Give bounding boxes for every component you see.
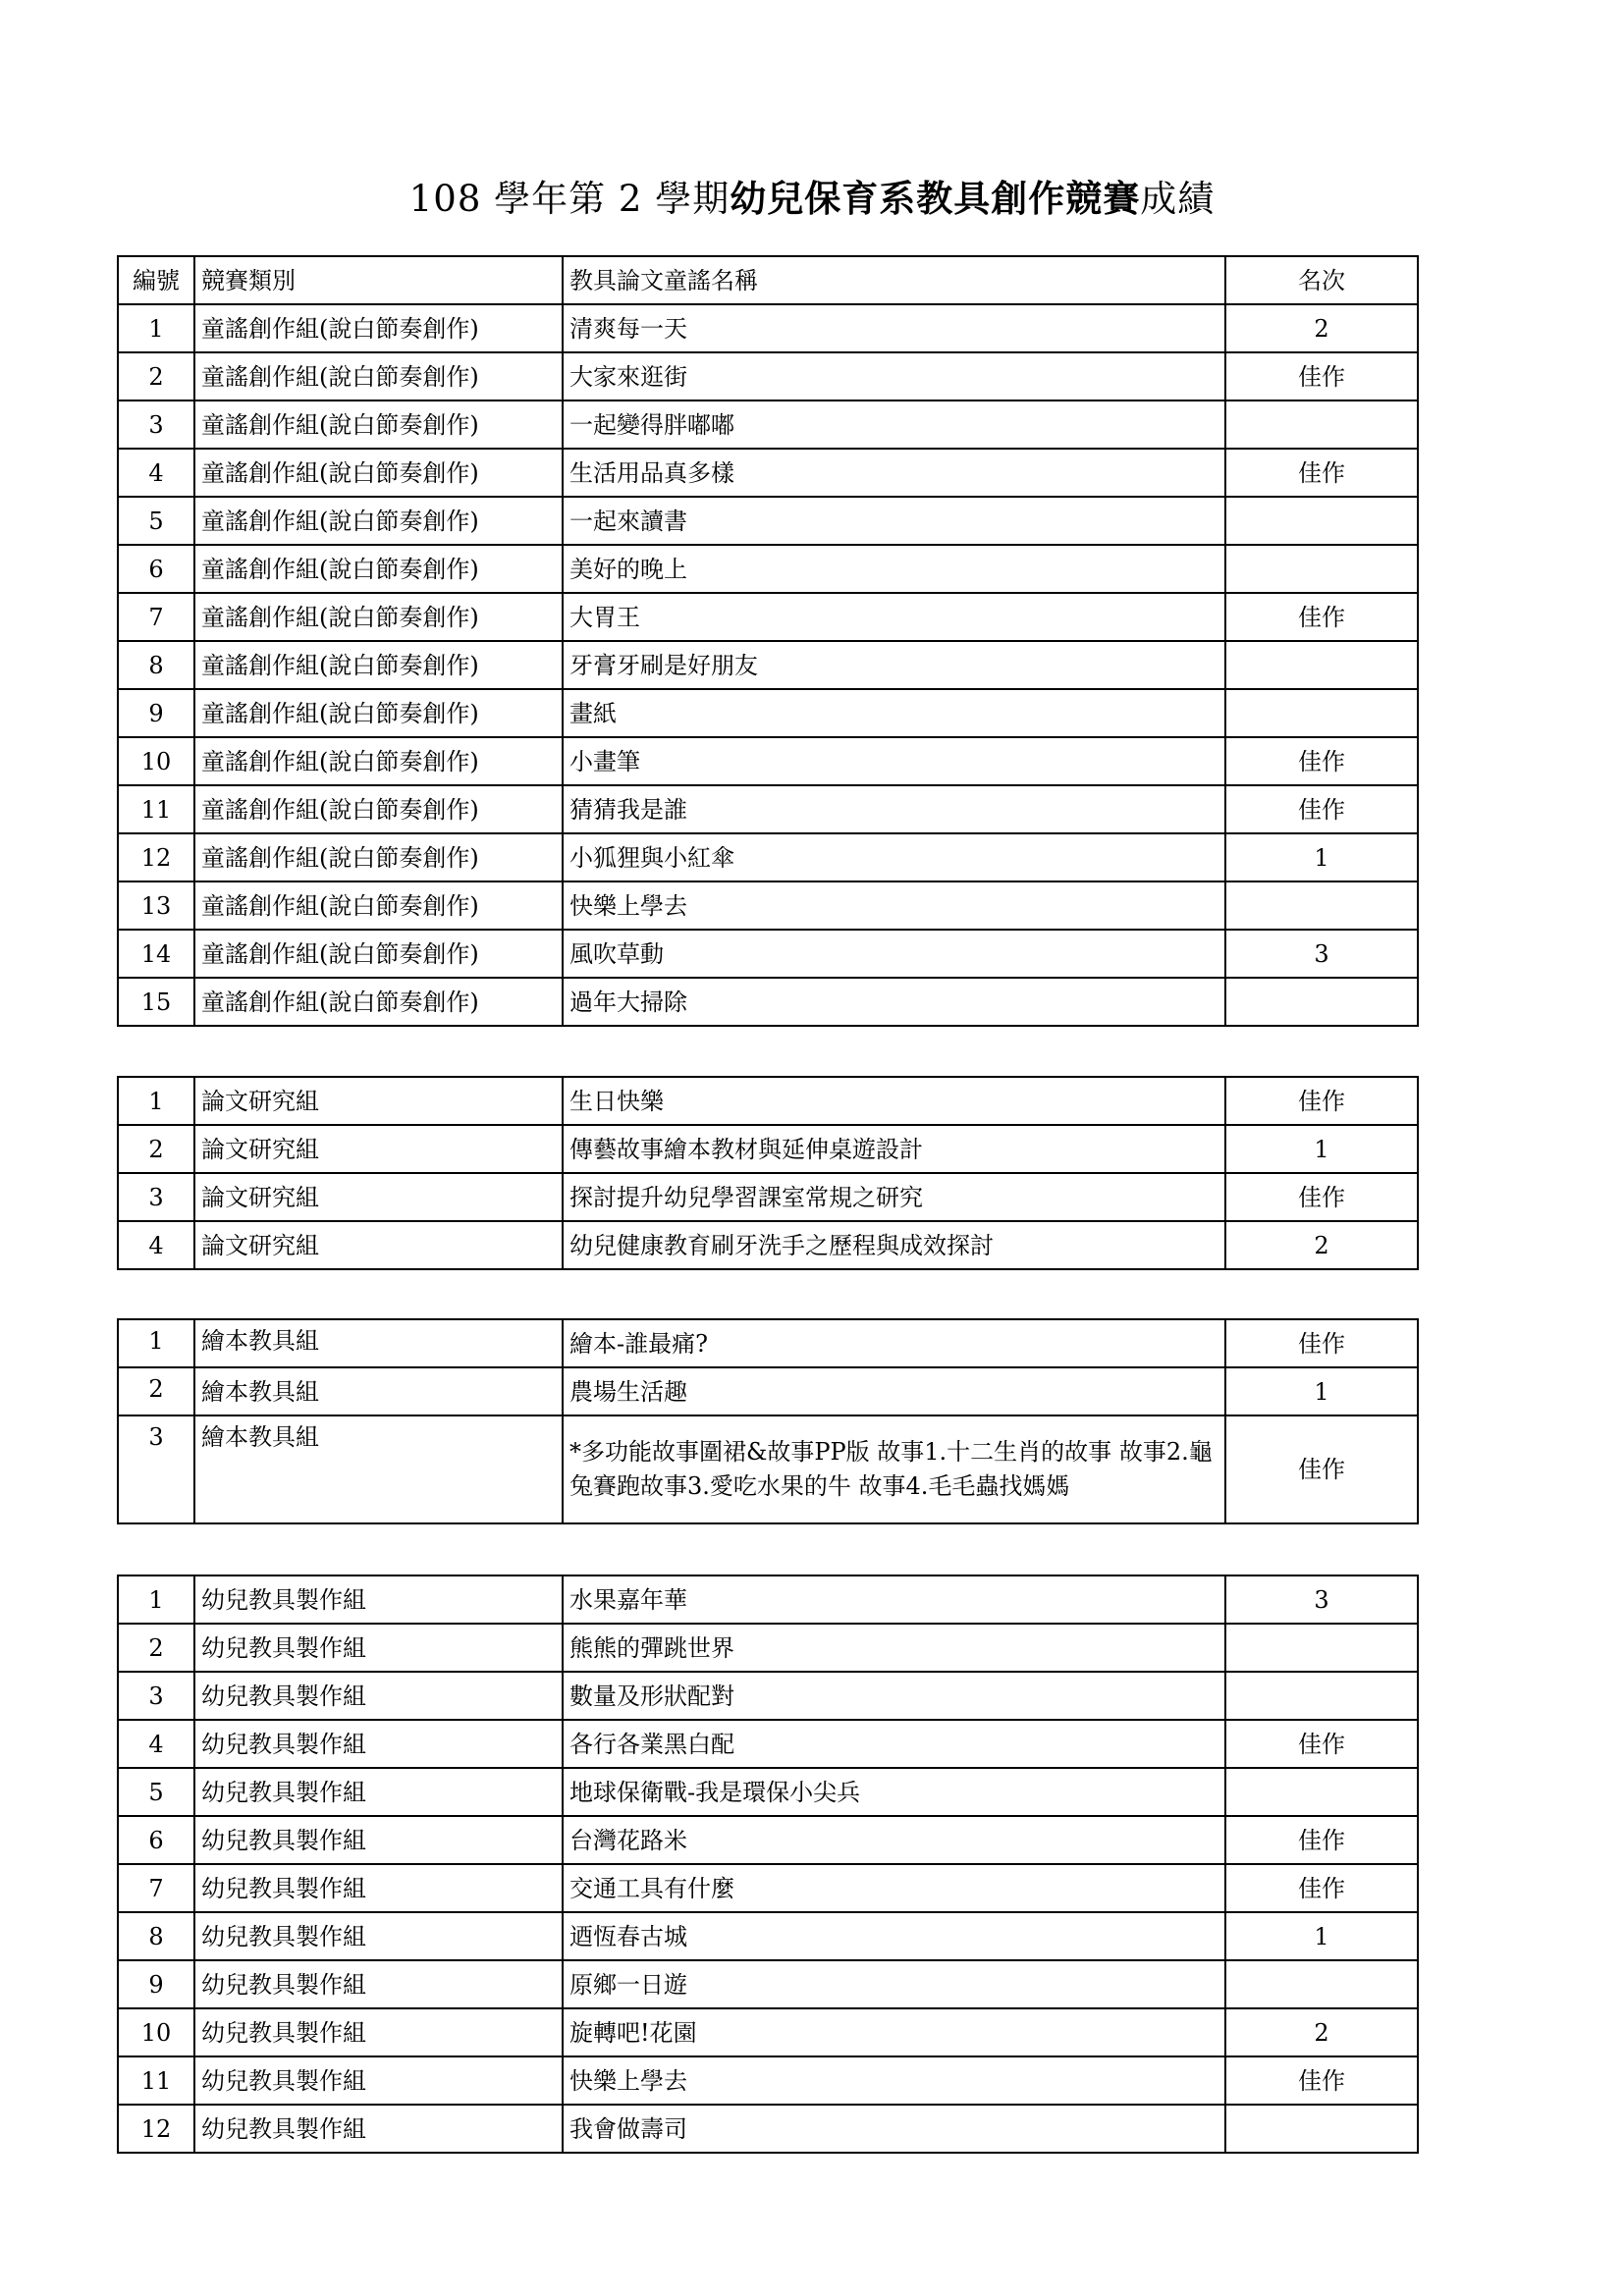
row-rank: 佳作 bbox=[1225, 1319, 1418, 1367]
row-no: 7 bbox=[118, 593, 194, 641]
row-name: 生活用品真多樣 bbox=[563, 449, 1225, 497]
row-category: 幼兒教具製作組 bbox=[194, 1816, 563, 1864]
row-name: 小畫筆 bbox=[563, 737, 1225, 785]
table-row bbox=[118, 1816, 1418, 1864]
row-rank: 佳作 bbox=[1225, 352, 1418, 400]
table-teaching-aids bbox=[117, 1575, 1419, 2154]
row-no: 4 bbox=[118, 1221, 194, 1269]
row-rank bbox=[1225, 400, 1418, 449]
row-rank: 2 bbox=[1225, 2008, 1418, 2056]
row-no: 2 bbox=[118, 1624, 194, 1672]
page-title bbox=[0, 175, 1624, 224]
table-row bbox=[118, 1173, 1418, 1221]
row-category: 幼兒教具製作組 bbox=[194, 1672, 563, 1720]
row-rank bbox=[1225, 1624, 1418, 1672]
row-name: 台灣花路米 bbox=[563, 1816, 1225, 1864]
row-name: 清爽每一天 bbox=[563, 304, 1225, 352]
row-name: 畫紙 bbox=[563, 689, 1225, 737]
table-row bbox=[118, 1720, 1418, 1768]
row-rank bbox=[1225, 1672, 1418, 1720]
row-no: 14 bbox=[118, 930, 194, 978]
row-category: 論文研究組 bbox=[194, 1125, 563, 1173]
table-row bbox=[118, 881, 1418, 930]
row-category: 幼兒教具製作組 bbox=[194, 2105, 563, 2153]
row-name: 數量及形狀配對 bbox=[563, 1672, 1225, 1720]
table-row bbox=[118, 449, 1418, 497]
row-no: 1 bbox=[118, 1319, 194, 1367]
row-category: 繪本教具組 bbox=[194, 1367, 563, 1415]
row-category: 童謠創作組(說白節奏創作) bbox=[194, 833, 563, 881]
row-category: 童謠創作組(說白節奏創作) bbox=[194, 497, 563, 545]
table-row bbox=[118, 978, 1418, 1026]
row-name: 生日快樂 bbox=[563, 1077, 1225, 1125]
row-rank: 佳作 bbox=[1225, 737, 1418, 785]
table-row bbox=[118, 1415, 1418, 1523]
table-row bbox=[118, 593, 1418, 641]
table-row bbox=[118, 1960, 1418, 2008]
row-name: 農場生活趣 bbox=[563, 1367, 1225, 1415]
row-rank: 佳作 bbox=[1225, 449, 1418, 497]
table-row bbox=[118, 1672, 1418, 1720]
row-category: 幼兒教具製作組 bbox=[194, 1864, 563, 1912]
row-category: 童謠創作組(說白節奏創作) bbox=[194, 641, 563, 689]
table-row bbox=[118, 1077, 1418, 1125]
row-rank bbox=[1225, 881, 1418, 930]
row-no: 5 bbox=[118, 497, 194, 545]
row-no: 8 bbox=[118, 1912, 194, 1960]
row-rank: 佳作 bbox=[1225, 1720, 1418, 1768]
row-rank: 佳作 bbox=[1225, 593, 1418, 641]
row-name: 快樂上學去 bbox=[563, 2056, 1225, 2105]
row-category: 幼兒教具製作組 bbox=[194, 1768, 563, 1816]
row-category: 童謠創作組(說白節奏創作) bbox=[194, 978, 563, 1026]
table-row bbox=[118, 545, 1418, 593]
table-nursery-rhyme bbox=[117, 255, 1419, 1027]
table-row bbox=[118, 1624, 1418, 1672]
table-row bbox=[118, 785, 1418, 833]
row-category: 幼兒教具製作組 bbox=[194, 2008, 563, 2056]
title-suffix: 成績 bbox=[1140, 178, 1216, 220]
row-rank bbox=[1225, 978, 1418, 1026]
row-category: 論文研究組 bbox=[194, 1173, 563, 1221]
row-no: 6 bbox=[118, 1816, 194, 1864]
row-rank: 佳作 bbox=[1225, 1864, 1418, 1912]
row-no: 13 bbox=[118, 881, 194, 930]
row-name: 水果嘉年華 bbox=[563, 1575, 1225, 1624]
row-rank: 2 bbox=[1225, 1221, 1418, 1269]
row-rank: 佳作 bbox=[1225, 785, 1418, 833]
table-row bbox=[118, 737, 1418, 785]
row-no: 15 bbox=[118, 978, 194, 1026]
row-no: 1 bbox=[118, 304, 194, 352]
table-row bbox=[118, 1912, 1418, 1960]
row-no: 8 bbox=[118, 641, 194, 689]
row-no: 2 bbox=[118, 352, 194, 400]
row-category: 論文研究組 bbox=[194, 1077, 563, 1125]
table-header-row bbox=[118, 256, 1418, 304]
table-row bbox=[118, 1125, 1418, 1173]
header-name: 教具論文童謠名稱 bbox=[563, 256, 1225, 304]
row-category: 童謠創作組(說白節奏創作) bbox=[194, 593, 563, 641]
row-category: 童謠創作組(說白節奏創作) bbox=[194, 881, 563, 930]
row-name: 猜猜我是誰 bbox=[563, 785, 1225, 833]
header-category: 競賽類別 bbox=[194, 256, 563, 304]
table-row bbox=[118, 1768, 1418, 1816]
row-category: 幼兒教具製作組 bbox=[194, 1575, 563, 1624]
table-row bbox=[118, 1319, 1418, 1367]
row-rank: 佳作 bbox=[1225, 1415, 1418, 1523]
row-no: 1 bbox=[118, 1077, 194, 1125]
row-no: 2 bbox=[118, 1125, 194, 1173]
row-name: 熊熊的彈跳世界 bbox=[563, 1624, 1225, 1672]
row-rank: 3 bbox=[1225, 930, 1418, 978]
row-rank bbox=[1225, 2105, 1418, 2153]
row-category: 童謠創作組(說白節奏創作) bbox=[194, 689, 563, 737]
row-name: 一起來讀書 bbox=[563, 497, 1225, 545]
row-category: 繪本教具組 bbox=[194, 1415, 563, 1523]
row-rank: 3 bbox=[1225, 1575, 1418, 1624]
row-name: 快樂上學去 bbox=[563, 881, 1225, 930]
row-no: 3 bbox=[118, 1173, 194, 1221]
table-row bbox=[118, 497, 1418, 545]
row-no: 7 bbox=[118, 1864, 194, 1912]
table-row bbox=[118, 641, 1418, 689]
row-name: 我會做壽司 bbox=[563, 2105, 1225, 2153]
row-name: 一起變得胖嘟嘟 bbox=[563, 400, 1225, 449]
row-rank bbox=[1225, 641, 1418, 689]
row-no: 4 bbox=[118, 1720, 194, 1768]
table-row bbox=[118, 833, 1418, 881]
header-rank: 名次 bbox=[1225, 256, 1418, 304]
row-no: 10 bbox=[118, 2008, 194, 2056]
row-rank bbox=[1225, 1960, 1418, 2008]
row-name: 交通工具有什麼 bbox=[563, 1864, 1225, 1912]
row-rank: 1 bbox=[1225, 1367, 1418, 1415]
row-name: 原鄉一日遊 bbox=[563, 1960, 1225, 2008]
row-rank: 1 bbox=[1225, 1912, 1418, 1960]
row-name: 旋轉吧!花園 bbox=[563, 2008, 1225, 2056]
table-row bbox=[118, 1864, 1418, 1912]
row-name: 風吹草動 bbox=[563, 930, 1225, 978]
row-name: 各行各業黑白配 bbox=[563, 1720, 1225, 1768]
table-row bbox=[118, 304, 1418, 352]
row-no: 2 bbox=[118, 1367, 194, 1415]
row-category: 幼兒教具製作組 bbox=[194, 1912, 563, 1960]
row-rank: 佳作 bbox=[1225, 2056, 1418, 2105]
row-category: 童謠創作組(說白節奏創作) bbox=[194, 785, 563, 833]
row-category: 幼兒教具製作組 bbox=[194, 2056, 563, 2105]
row-no: 4 bbox=[118, 449, 194, 497]
row-name: 迺恆春古城 bbox=[563, 1912, 1225, 1960]
row-name: 小狐狸與小紅傘 bbox=[563, 833, 1225, 881]
row-category: 童謠創作組(說白節奏創作) bbox=[194, 737, 563, 785]
row-rank: 佳作 bbox=[1225, 1816, 1418, 1864]
row-category: 論文研究組 bbox=[194, 1221, 563, 1269]
table-row bbox=[118, 1221, 1418, 1269]
row-rank bbox=[1225, 689, 1418, 737]
row-no: 3 bbox=[118, 400, 194, 449]
table-row bbox=[118, 2008, 1418, 2056]
row-no: 9 bbox=[118, 689, 194, 737]
row-category: 童謠創作組(說白節奏創作) bbox=[194, 304, 563, 352]
row-name: 大胃王 bbox=[563, 593, 1225, 641]
table-picture-book bbox=[117, 1318, 1419, 1524]
row-category: 幼兒教具製作組 bbox=[194, 1960, 563, 2008]
row-rank bbox=[1225, 545, 1418, 593]
row-rank: 佳作 bbox=[1225, 1077, 1418, 1125]
table-thesis bbox=[117, 1076, 1419, 1270]
row-name: 幼兒健康教育刷牙洗手之歷程與成效探討 bbox=[563, 1221, 1225, 1269]
row-no: 1 bbox=[118, 1575, 194, 1624]
row-rank: 1 bbox=[1225, 1125, 1418, 1173]
row-no: 3 bbox=[118, 1672, 194, 1720]
row-no: 11 bbox=[118, 2056, 194, 2105]
row-name: 地球保衛戰-我是環保小尖兵 bbox=[563, 1768, 1225, 1816]
row-category: 童謠創作組(說白節奏創作) bbox=[194, 545, 563, 593]
row-name: *多功能故事圍裙&故事PP版 故事1.十二生肖的故事 故事2.龜兔賽跑故事3.愛吃水果的牛 故事4.毛毛蟲找媽媽 bbox=[563, 1415, 1225, 1523]
table-row bbox=[118, 689, 1418, 737]
row-name: 牙膏牙刷是好朋友 bbox=[563, 641, 1225, 689]
row-no: 10 bbox=[118, 737, 194, 785]
row-no: 12 bbox=[118, 833, 194, 881]
row-name: 探討提升幼兒學習課室常規之研究 bbox=[563, 1173, 1225, 1221]
row-rank: 1 bbox=[1225, 833, 1418, 881]
row-name: 美好的晚上 bbox=[563, 545, 1225, 593]
row-name: 過年大掃除 bbox=[563, 978, 1225, 1026]
row-category: 童謠創作組(說白節奏創作) bbox=[194, 352, 563, 400]
row-category: 童謠創作組(說白節奏創作) bbox=[194, 930, 563, 978]
row-no: 6 bbox=[118, 545, 194, 593]
row-category: 幼兒教具製作組 bbox=[194, 1624, 563, 1672]
row-category: 繪本教具組 bbox=[194, 1319, 563, 1367]
table-row bbox=[118, 352, 1418, 400]
header-no: 編號 bbox=[118, 256, 194, 304]
table-row bbox=[118, 1575, 1418, 1624]
table-row bbox=[118, 930, 1418, 978]
row-rank bbox=[1225, 497, 1418, 545]
row-name: 傳藝故事繪本教材與延伸桌遊設計 bbox=[563, 1125, 1225, 1173]
row-no: 11 bbox=[118, 785, 194, 833]
row-name: 繪本-誰最痛? bbox=[563, 1319, 1225, 1367]
row-category: 童謠創作組(說白節奏創作) bbox=[194, 400, 563, 449]
row-category: 幼兒教具製作組 bbox=[194, 1720, 563, 1768]
row-name: 大家來逛街 bbox=[563, 352, 1225, 400]
row-no: 12 bbox=[118, 2105, 194, 2153]
row-no: 5 bbox=[118, 1768, 194, 1816]
table-row bbox=[118, 1367, 1418, 1415]
row-rank: 佳作 bbox=[1225, 1173, 1418, 1221]
table-row bbox=[118, 2105, 1418, 2153]
table-row bbox=[118, 2056, 1418, 2105]
table-row bbox=[118, 400, 1418, 449]
row-category: 童謠創作組(說白節奏創作) bbox=[194, 449, 563, 497]
row-rank bbox=[1225, 1768, 1418, 1816]
title-department: 幼兒保育系教具創作競賽 bbox=[730, 178, 1141, 220]
row-rank: 2 bbox=[1225, 304, 1418, 352]
row-no: 9 bbox=[118, 1960, 194, 2008]
title-prefix: 108 學年第 2 學期 bbox=[408, 178, 731, 220]
row-no: 3 bbox=[118, 1415, 194, 1523]
